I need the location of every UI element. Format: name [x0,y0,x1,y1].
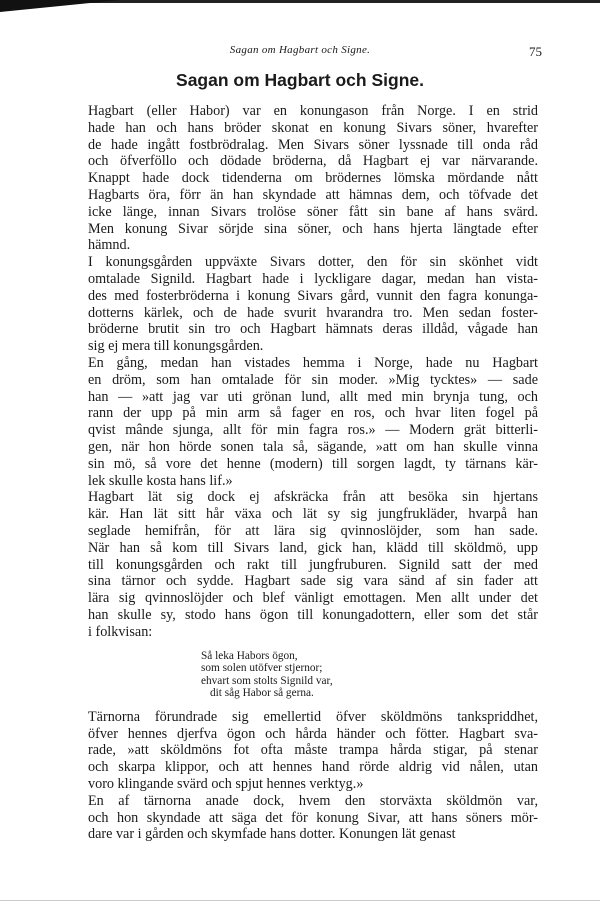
bottom-edge [0,900,600,901]
text-line: de hade ingått fostbrödralag. Men Sivars söner lyssnade till onda råd [88,136,538,153]
verse-line: som solen utöfver stjernor; [201,662,323,675]
text-line: dotterns kärlek, och de hade svurit hvarandra tro. Men sedan foster- [88,304,538,321]
text-line: öfver hennes djerfva ögon och hårda händer och fötter. Hagbart sva- [88,725,538,742]
text-line: bröderne brutit sin tro och Hagbart hämnats deras illdåd, vågade han [88,321,538,338]
text-line: i folkvisan: [88,623,153,640]
text-line: hade han och hans bröder skonat en konung Sivars söner, hvarefter [88,119,538,136]
paragraph [66,254,538,355]
running-head: Sagan om Hagbart och Signe. [229,44,371,56]
text-line: Hagbart (eller Habor) var en konungason från Norge. I en strid [88,103,538,119]
text-line: Tärnorna förundrade sig emellertid öfver sköldmöns tankspriddhet, [88,708,538,725]
text-line: lära sig qvinnoslöjder och blef vänligt emottagen. Men allt under det [88,590,538,607]
text-line: lek skulle kosta hans lif.» [88,472,233,489]
verse-quote [201,650,538,700]
text-line: rade, »att sköldmöns fot ofta måste trampa hårda stigar, på stenar [88,742,538,759]
verse-line: dit såg Habor så gerna. [210,687,314,700]
text-line: sina tärnor och sydde. Hagbart sade sig vara sänd af sin fader att [88,573,538,590]
text-line: hämnd. [88,237,131,254]
paragraph [66,793,538,843]
text-line: Hagbarts öra, förr än han skyndade att hämnas dem, och töfvade det [88,186,538,203]
text-line: Men konung Sivar sörjde sina söner, och hans hjerta längtade efter [88,220,538,237]
text-line: qvist mânde sjunga, allt för min fagra ros.» — Modern grät bitterli- [88,422,538,439]
text-line: sin mö, så vore det henne (modern) till sorgen lagdt, ty tärnans kär- [88,455,538,472]
text-line: rann der upp på min arm så fager en ros, och hvar liten fogel på [88,405,538,422]
text-line: och hon skyndade att säga det för konung Sivar, att hans söners mör- [88,809,538,826]
page-corner-mark [0,0,120,12]
text-line: Hagbart lät sig dock ej afskräcka från att besöka sin hjertans [88,489,538,506]
text-line: han skulle sy, stodo hans ögon till konungadottern, eller som det står [88,606,538,623]
paragraphs-before-verse [66,103,538,641]
paragraphs-after-verse [66,709,538,843]
paragraph [66,103,538,254]
text-line: kär. Han lät sitt hår växa och lät sy sig jungfrukläder, hvarpå han [88,506,538,523]
verse-line: Så leka Habors ögon, [201,649,298,662]
chapter-title: Sagan om Hagbart och Signe. [176,70,424,90]
text-line: han — »att jag var uti grönan lund, allt med min brynja tung, och [88,388,538,405]
text-line: des med fosterbröderna i konung Sivars gård, vunnit den fagra konunga- [88,287,538,304]
paragraph [66,709,538,793]
text-line: Knappt hade dock tidenderna om brödernes lömska mördande nått [88,170,538,187]
body-text [66,103,538,843]
text-line: I konungsgården uppväxte Sivars dotter, den för sin skönhet vidt [88,254,538,271]
text-line: En af tärnorna anade dock, hvem den storväxta sköldmön var, [88,792,538,809]
text-line: dare var i gården och skymfade hans dotter. Konungen lät genast [88,826,456,843]
text-line: till konungsgården och rakt till jungfruburen. Signild satt der med [88,556,538,573]
verse-line: ehvart som stolts Signild var, [201,674,333,687]
text-line: icke länge, innan Sivars trolöse söner fått sin bane af hans svärd. [88,203,538,220]
text-line: och öfverföllo och dödade bröderna, då Hagbart ej var närvarande. [88,153,538,170]
paragraph [66,355,538,489]
text-line: voro klingande svärd och spjut hennes verktyg.» [88,776,364,793]
text-line: gen, när hon hörde sonen tala så, sägande, »att om han skulle vinna [88,438,538,455]
text-line: En gång, medan han vistades hemma i Norge, hade nu Hagbart [88,354,538,371]
text-line: När han så kom till Sivars land, gick han, klädd till sköldmö, upp [88,539,538,556]
text-line: sig ej mera till konungsgården. [88,338,264,355]
paragraph [66,489,538,640]
page-number: 75 [529,44,542,59]
text-line: och skarpa klippor, och att hennes hand rörde aldrig vid nålen, utan [88,759,538,776]
text-line: seglade hemifrån, för att lära sig qvinnoslöjder, som han sade. [88,522,538,539]
text-line: en dröm, som han omtalade för sin moder. »Mig tycktes» — sade [88,371,538,388]
text-line: omtalade Signild. Hagbart hade i lyckligare dagar, medan han vista- [88,270,538,287]
